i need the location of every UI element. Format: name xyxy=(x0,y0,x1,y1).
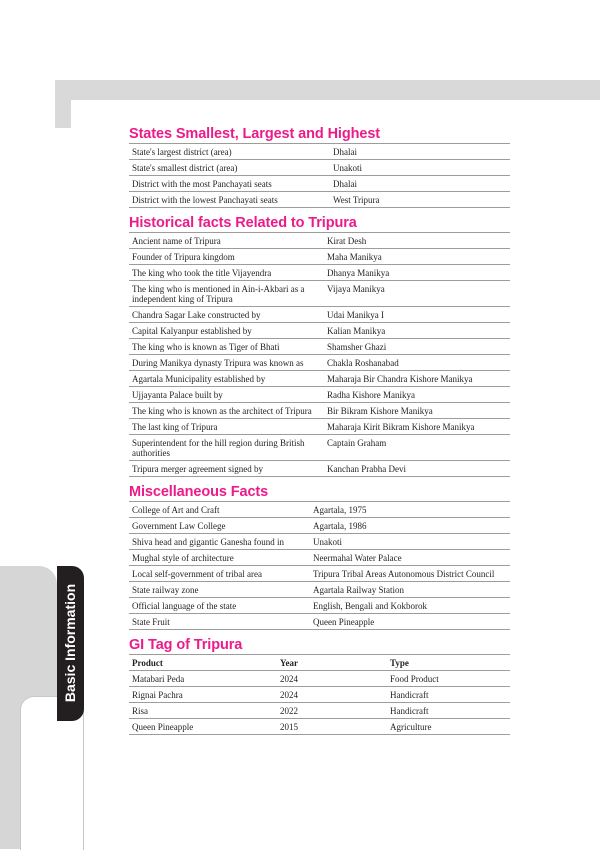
table-cell: Chandra Sagar Lake constructed by xyxy=(129,307,324,323)
table-cell: Queen Pineapple xyxy=(310,614,510,630)
table-row xyxy=(129,719,510,735)
table-cell: Kirat Desh xyxy=(324,233,510,249)
table-cell: Tripura merger agreement signed by xyxy=(129,461,324,477)
table-cell: Captain Graham xyxy=(324,435,510,461)
table-cell: Chakla Roshanabad xyxy=(324,355,510,371)
table-cell: Matabari Peda xyxy=(129,671,277,687)
table-row xyxy=(129,176,510,192)
table-row xyxy=(129,518,510,534)
table-cell: Founder of Tripura kingdom xyxy=(129,249,324,265)
table-cell: Risa xyxy=(129,703,277,719)
section-gi-tag xyxy=(129,636,510,735)
table-cell: Udai Manikya I xyxy=(324,307,510,323)
table-cell: Unakoti xyxy=(310,534,510,550)
table-cell: Maharaja Bir Chandra Kishore Manikya xyxy=(324,371,510,387)
table-cell: Dhalai xyxy=(330,176,510,192)
table-cell: Superintendent for the hill region during British authorities xyxy=(129,435,324,461)
table-body xyxy=(129,144,510,208)
table-cell: Dhanya Manikya xyxy=(324,265,510,281)
table-row xyxy=(129,192,510,208)
table-cell: English, Bengali and Kokborok xyxy=(310,598,510,614)
table-row xyxy=(129,598,510,614)
table-cell: Government Law College xyxy=(129,518,310,534)
table-cell: Ujjayanta Palace built by xyxy=(129,387,324,403)
table-cell: Local self-government of tribal area xyxy=(129,566,310,582)
table-body xyxy=(129,233,510,477)
table-cell: District with the most Panchayati seats xyxy=(129,176,330,192)
table-cell: The king who took the title Vijayendra xyxy=(129,265,324,281)
facts-table xyxy=(129,143,510,208)
table-cell: During Manikya dynasty Tripura was known as xyxy=(129,355,324,371)
page-content xyxy=(129,125,510,741)
table-cell: 2024 xyxy=(277,671,387,687)
table-row xyxy=(129,566,510,582)
table-cell: Ancient name of Tripura xyxy=(129,233,324,249)
facts-table xyxy=(129,501,510,630)
table-cell: Agartala, 1975 xyxy=(310,502,510,518)
table-cell: Agriculture xyxy=(387,719,510,735)
table-cell: Agartala, 1986 xyxy=(310,518,510,534)
table-cell: The king who is known as Tiger of Bhati xyxy=(129,339,324,355)
table-row xyxy=(129,703,510,719)
table-row xyxy=(129,502,510,518)
table-row xyxy=(129,307,510,323)
section-miscellaneous-facts xyxy=(129,483,510,630)
table-cell: 2022 xyxy=(277,703,387,719)
table-row xyxy=(129,281,510,307)
table-cell: 2015 xyxy=(277,719,387,735)
table-row xyxy=(129,687,510,703)
table-cell: Radha Kishore Manikya xyxy=(324,387,510,403)
table-row xyxy=(129,671,510,687)
table-cell: Food Product xyxy=(387,671,510,687)
top-header-band xyxy=(55,80,600,100)
table-cell: Maharaja Kirit Bikram Kishore Manikya xyxy=(324,419,510,435)
section-title: Historical facts Related to Tripura xyxy=(129,215,357,231)
table-cell: Tripura Tribal Areas Autonomous District Council xyxy=(310,566,510,582)
table-cell: Dhalai xyxy=(330,144,510,160)
table-cell: State's largest district (area) xyxy=(129,144,330,160)
table-cell: Official language of the state xyxy=(129,598,310,614)
table-cell: Vijaya Manikya xyxy=(324,281,510,307)
table-row xyxy=(129,435,510,461)
table-body xyxy=(129,671,510,735)
table-cell: Mughal style of architecture xyxy=(129,550,310,566)
table-cell: Shamsher Ghazi xyxy=(324,339,510,355)
top-header-stub xyxy=(55,80,71,128)
table-cell: The king who is known as the architect of Tripura xyxy=(129,403,324,419)
section-title: Miscellaneous Facts xyxy=(129,484,269,500)
table-row xyxy=(129,249,510,265)
table-cell: The last king of Tripura xyxy=(129,419,324,435)
table-row xyxy=(129,265,510,281)
table-cell: State's smallest district (area) xyxy=(129,160,330,176)
column-header: Type xyxy=(387,655,510,671)
section-title: GI Tag of Tripura xyxy=(129,637,243,653)
table-cell: Agartala Municipality established by xyxy=(129,371,324,387)
table-cell: Maha Manikya xyxy=(324,249,510,265)
table-body xyxy=(129,502,510,630)
table-cell: Agartala Railway Station xyxy=(310,582,510,598)
table-cell: District with the lowest Panchayati seats xyxy=(129,192,330,208)
section-title: States Smallest, Largest and Highest xyxy=(129,126,381,142)
table-cell: Queen Pineapple xyxy=(129,719,277,735)
table-row xyxy=(129,160,510,176)
gi-tag-table xyxy=(129,654,510,735)
table-cell: Kalian Manikya xyxy=(324,323,510,339)
table-cell: Rignai Pachra xyxy=(129,687,277,703)
section-historical-facts xyxy=(129,214,510,477)
table-row xyxy=(129,550,510,566)
table-row xyxy=(129,403,510,419)
table-row xyxy=(129,582,510,598)
table-row xyxy=(129,355,510,371)
table-row xyxy=(129,461,510,477)
table-row xyxy=(129,233,510,249)
table-cell: Bir Bikram Kishore Manikya xyxy=(324,403,510,419)
table-cell: Unakoti xyxy=(330,160,510,176)
table-cell: The king who is mentioned in Ain-i-Akbari as a independent king of Tripura xyxy=(129,281,324,307)
section-smallest-largest xyxy=(129,125,510,208)
table-header-row xyxy=(129,655,510,671)
table-cell: 2024 xyxy=(277,687,387,703)
table-row xyxy=(129,144,510,160)
column-header: Year xyxy=(277,655,387,671)
table-cell: Capital Kalyanpur established by xyxy=(129,323,324,339)
table-cell: Shiva head and gigantic Ganesha found in xyxy=(129,534,310,550)
table-cell: State Fruit xyxy=(129,614,310,630)
table-cell: Kanchan Prabha Devi xyxy=(324,461,510,477)
table-cell: Handicraft xyxy=(387,687,510,703)
table-row xyxy=(129,371,510,387)
table-cell: State railway zone xyxy=(129,582,310,598)
table-cell: West Tripura xyxy=(330,192,510,208)
table-row xyxy=(129,534,510,550)
table-row xyxy=(129,323,510,339)
sidebar-tab-label: Basic Information xyxy=(62,583,78,703)
table-row xyxy=(129,614,510,630)
table-cell: Neermahal Water Palace xyxy=(310,550,510,566)
table-cell: Handicraft xyxy=(387,703,510,719)
table-row xyxy=(129,339,510,355)
table-cell: College of Art and Craft xyxy=(129,502,310,518)
table-row xyxy=(129,387,510,403)
column-header: Product xyxy=(129,655,277,671)
facts-table xyxy=(129,232,510,477)
table-row xyxy=(129,419,510,435)
